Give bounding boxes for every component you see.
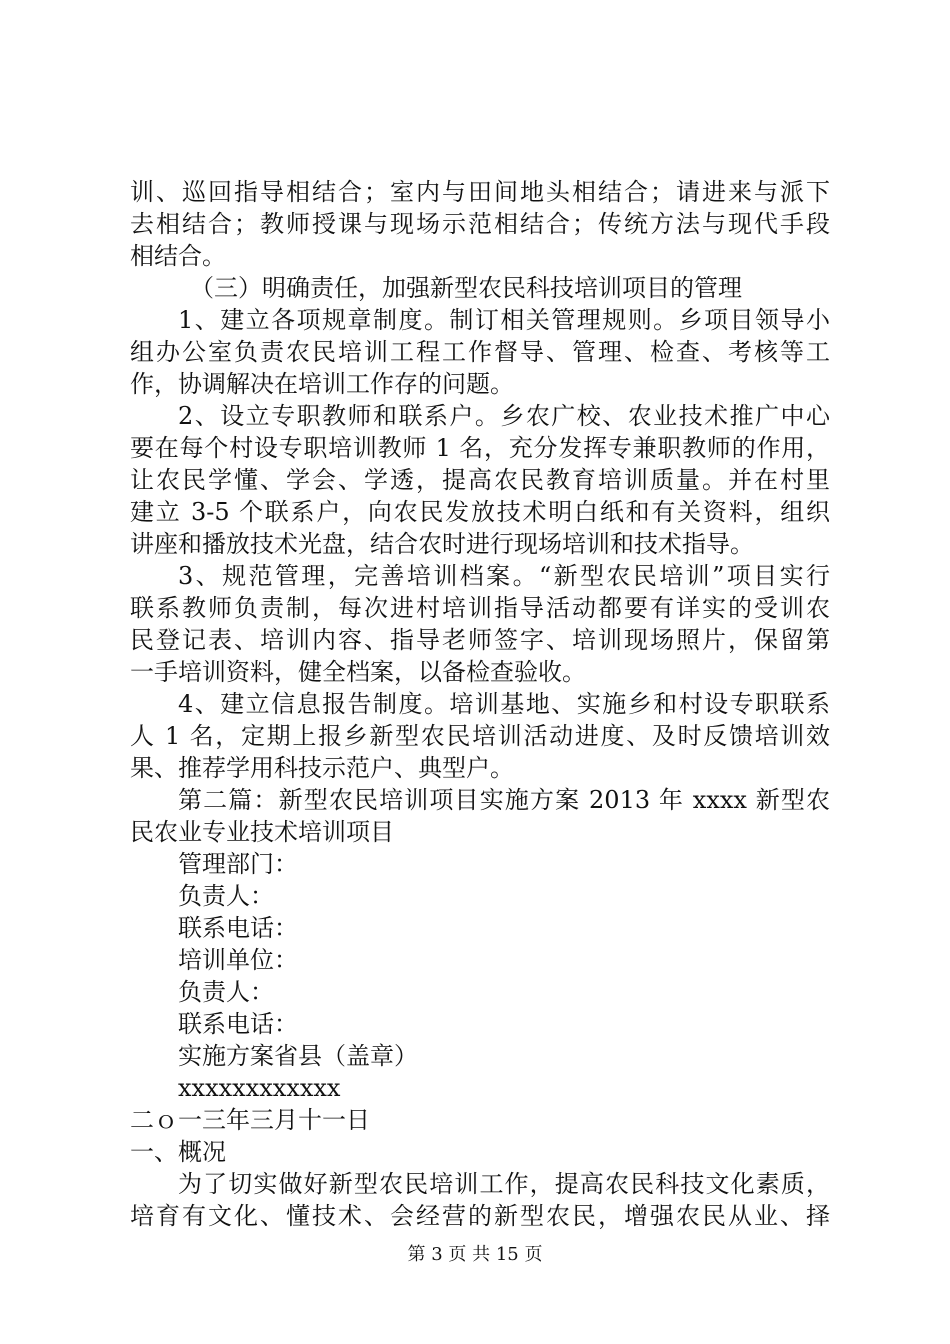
text-line: 联系电话： bbox=[178, 914, 298, 942]
text-line: 民登记表、培训内容、指导老师签字、培训现场照片，保留第 bbox=[130, 626, 830, 654]
text-line: 3、规范管理，完善培训档案。“新型农民培训”项目实行 bbox=[178, 562, 830, 590]
text-line: 讲座和播放技术光盘，结合农时进行现场培训和技术指导。 bbox=[130, 530, 754, 558]
text-line: 联系电话： bbox=[178, 1010, 298, 1038]
text-line: 让农民学懂、学会、学透，提高农民教育培训质量。并在村里 bbox=[130, 466, 830, 494]
text-line: 去相结合；教师授课与现场示范相结合；传统方法与现代手段 bbox=[130, 210, 830, 238]
text-line: 要在每个村设专职培训教师 1 名，充分发挥专兼职教师的作用， bbox=[130, 434, 830, 462]
text-line: 负责人： bbox=[178, 978, 274, 1006]
page-number: 第 3 页 共 15 页 bbox=[407, 1244, 543, 1265]
text-line: 第二篇：新型农民培训项目实施方案 2013 年 xxxx 新型农 bbox=[178, 786, 830, 814]
text-line: 4、建立信息报告制度。培训基地、实施乡和村设专职联系 bbox=[178, 690, 830, 718]
text-line: 为了切实做好新型农民培训工作，提高农民科技文化素质， bbox=[178, 1170, 830, 1198]
text-line: 2、设立专职教师和联系户。乡农广校、农业技术推广中心 bbox=[178, 402, 830, 430]
text-line: 负责人： bbox=[178, 882, 274, 910]
text-line: 训、巡回指导相结合；室内与田间地头相结合；请进来与派下 bbox=[130, 178, 830, 206]
text-line: 联系教师负责制，每次进村培训指导活动都要有详实的受训农 bbox=[130, 594, 830, 622]
text-line: 作，协调解决在培训工作存的问题。 bbox=[130, 370, 514, 398]
text-line: xxxxxxxxxxxx bbox=[178, 1074, 341, 1102]
text-line: 果、推荐学用科技示范户、典型户。 bbox=[130, 754, 514, 782]
text-line: 二ｏ一三年三月十一日 bbox=[130, 1106, 370, 1134]
text-line: 管理部门： bbox=[178, 850, 298, 878]
text-line: 一手培训资料，健全档案，以备检查验收。 bbox=[130, 658, 586, 686]
text-line: 培育有文化、懂技术、会经营的新型农民，增强农民从业、择 bbox=[130, 1202, 830, 1230]
text-line: 实施方案省县（盖章） bbox=[178, 1042, 418, 1070]
text-line: 相结合。 bbox=[130, 242, 226, 270]
text-line: 建立 3-5 个联系户，向农民发放技术明白纸和有关资料，组织 bbox=[130, 498, 830, 526]
text-line: 人 1 名，定期上报乡新型农民培训活动进度、及时反馈培训效 bbox=[130, 722, 830, 750]
text-line: 组办公室负责农民培训工程工作督导、管理、检查、考核等工 bbox=[130, 338, 830, 366]
text-line: （三）明确责任，加强新型农民科技培训项目的管理 bbox=[190, 274, 742, 302]
text-line: 培训单位： bbox=[178, 946, 298, 974]
text-line: 一、概况 bbox=[130, 1138, 226, 1166]
text-line: 1、建立各项规章制度。制订相关管理规则。乡项目领导小 bbox=[178, 306, 830, 334]
document-body bbox=[130, 176, 830, 1232]
text-line: 民农业专业技术培训项目 bbox=[130, 818, 394, 846]
